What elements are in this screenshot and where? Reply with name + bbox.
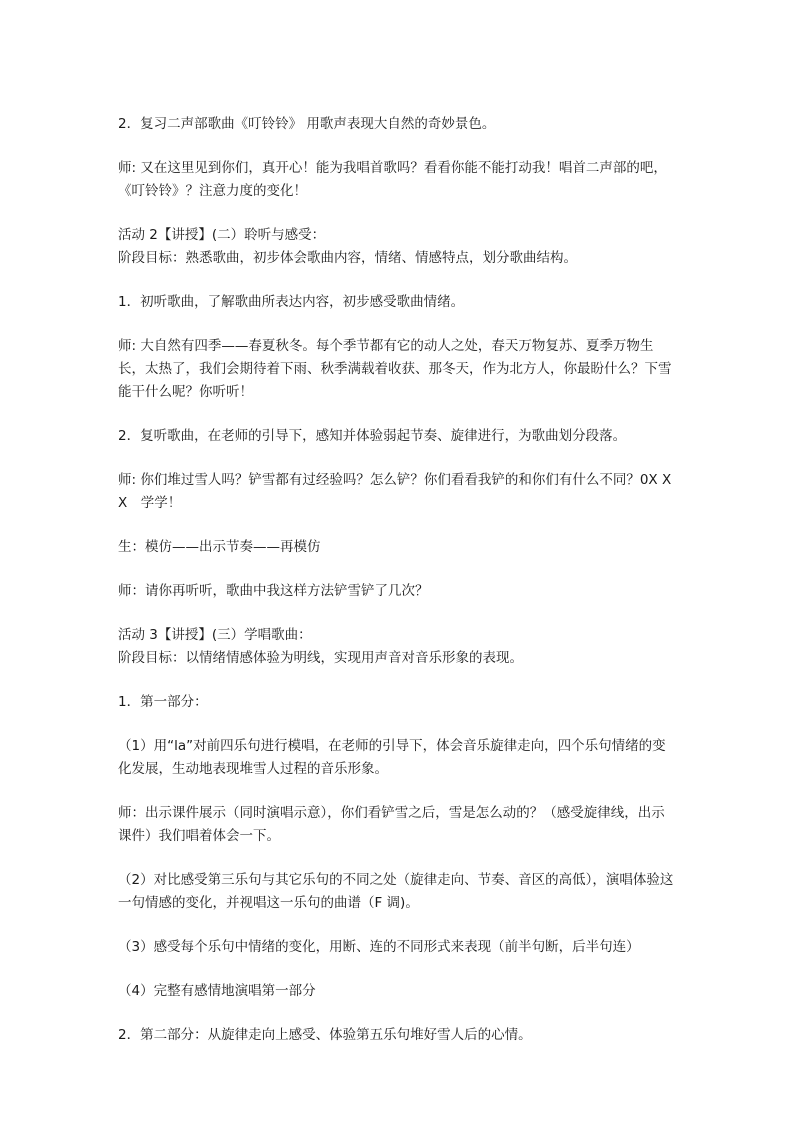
- paragraph-stage-goal-2: 阶段目标：熟悉歌曲，初步体会歌曲内容，情绪、情感特点，划分歌曲结构。: [118, 250, 577, 266]
- paragraph-step-3: （3）感受每个乐句中情绪的变化，用断、连的不同形式来表现（前半句断，后半句连）: [118, 939, 640, 955]
- paragraph-step-4: （4）完整有感情地演唱第一部分: [118, 983, 316, 999]
- heading-activity-2: 活动 2【讲授】(二）聆听与感受：: [118, 227, 326, 243]
- paragraph-teacher-courseware: 师：出示课件展示（同时演唱示意），你们看铲雪之后，雪是怎么动的？（感受旋律线，出示课件）我们唱着体会一下。: [118, 805, 665, 844]
- paragraph-review-song: 2．复习二声部歌曲《叮铃铃》 用歌声表现大自然的奇妙景色。: [118, 116, 496, 132]
- paragraph-part-two: 2．第二部分：从旋律走向上感受、体验第五乐句堆好雪人后的心情。: [118, 1027, 532, 1043]
- paragraph-stage-goal-3: 阶段目标：以情绪情感体验为明线，实现用声音对音乐形象的表现。: [118, 650, 523, 666]
- paragraph-teacher-seasons: 师: 大自然有四季——春夏秋冬。每个季节都有它的动人之处，春天万物复苏、夏季万物生长，太热了，我们会期待着下雨、秋季满载着收获、那冬天，作为北方人，你最盼什么？下雪能干什么呢？你听听！: [118, 338, 672, 400]
- document-body: [118, 113, 678, 1047]
- paragraph-second-listen: 2．复听歌曲，在老师的引导下，感知并体验弱起节奏、旋律进行，为歌曲划分段落。: [118, 428, 627, 444]
- heading-activity-3: 活动 3【讲授】(三）学唱歌曲：: [118, 627, 312, 643]
- paragraph-teacher-greeting: 师: 又在这里见到你们，真开心！能为我唱首歌吗？看看你能不能打动我！唱首二声部的吧，《叮铃铃》？注意力度的变化！: [118, 160, 667, 199]
- paragraph-teacher-snowman: 师: 你们堆过雪人吗？铲雪都有过经验吗？怎么铲？你们看看我铲的和你们有什么不同？0X XX 学学！: [118, 472, 672, 511]
- paragraph-teacher-listen-again: 师：请你再听听，歌曲中我这样方法铲雪铲了几次？: [118, 583, 429, 599]
- paragraph-part-one: 1．第一部分：: [118, 694, 208, 710]
- paragraph-student-imitate: 生：模仿——出示节奏——再模仿: [118, 539, 321, 555]
- paragraph-step-1: （1）用“la”对前四乐句进行模唱，在老师的引导下，体会音乐旋律走向，四个乐句情绪的变化发展，生动地表现堆雪人过程的音乐形象。: [118, 738, 666, 777]
- paragraph-step-2: （2）对比感受第三乐句与其它乐句的不同之处（旋律走向、节奏、音区的高低），演唱体验这一句情感的变化，并视唱这一乐句的曲谱（F 调)。: [118, 872, 674, 911]
- paragraph-first-listen: 1．初听歌曲，了解歌曲所表达内容，初步感受歌曲情绪。: [118, 294, 465, 310]
